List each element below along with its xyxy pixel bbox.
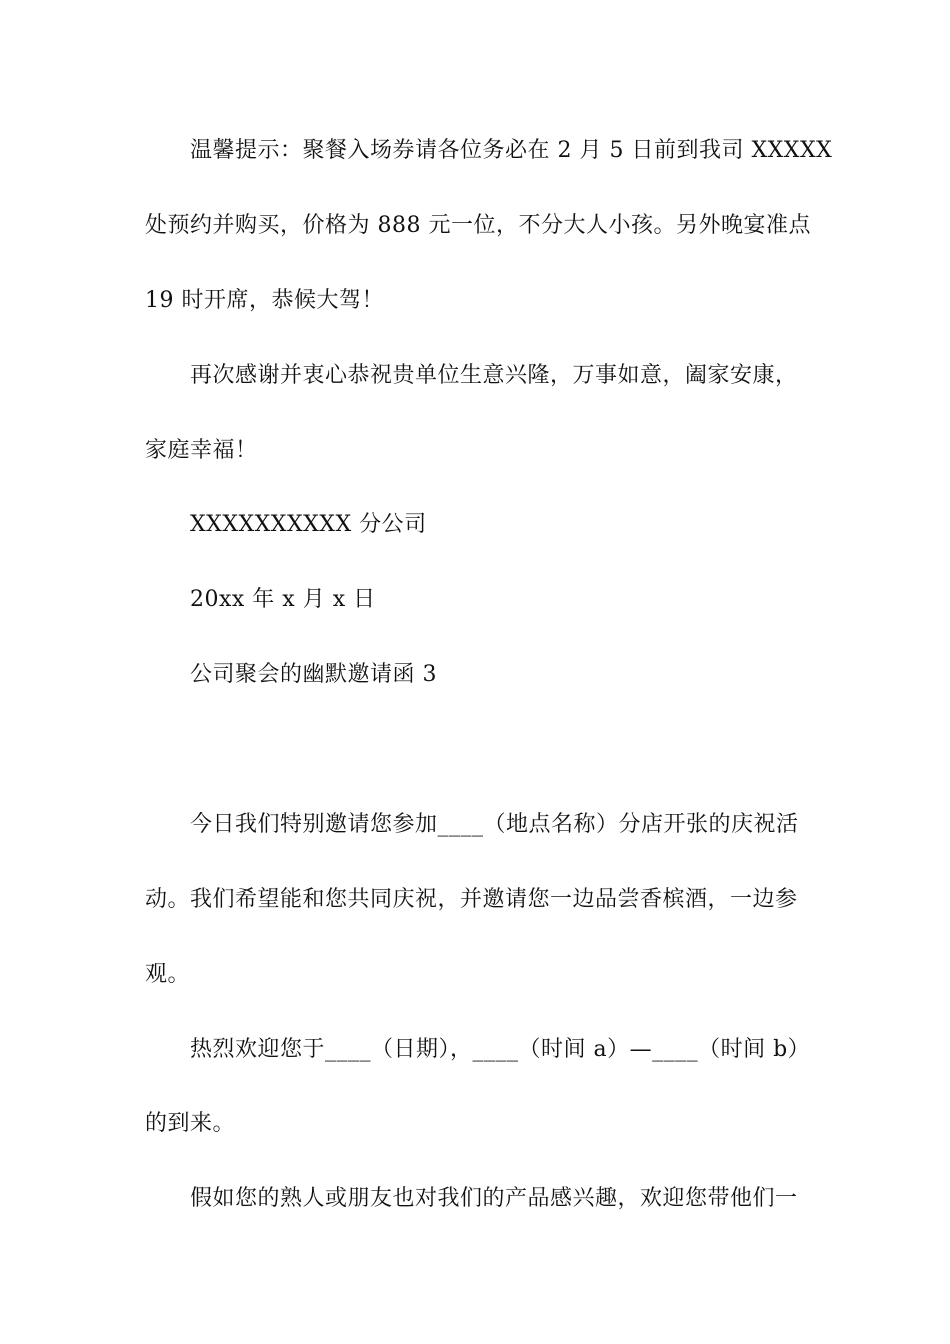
section-title: 公司聚会的幽默邀请函 3 (190, 662, 437, 687)
welcome-line-2: 的到来。 (145, 1111, 236, 1136)
welcome-line-1: 热烈欢迎您于____（日期），____（时间 a）—____（时间 b） (190, 1037, 811, 1062)
signature-date: 20xx 年 x 月 x 日 (190, 587, 376, 612)
notice-line-3: 19 时开席，恭候大驾！ (145, 288, 384, 313)
thanks-line-2: 家庭幸福！ (145, 438, 258, 463)
notice-line-1: 温馨提示：聚餐入场券请各位务必在 2 月 5 日前到我司 XXXXX (190, 138, 833, 163)
invite-line-3: 观。 (145, 962, 191, 987)
invite-line-1: 今日我们特别邀请您参加____（地点名称）分店开张的庆祝活 (190, 812, 799, 837)
notice-line-2: 处预约并购买，价格为 888 元一位，不分大人小孩。另外晚宴准点 (145, 213, 811, 238)
thanks-line-1: 再次感谢并衷心恭祝贵单位生意兴隆，万事如意，阖家安康， (190, 363, 798, 388)
invite-line-2: 动。我们希望能和您共同庆祝，并邀请您一边品尝香槟酒，一边参 (145, 887, 798, 912)
friends-line-1: 假如您的熟人或朋友也对我们的产品感兴趣，欢迎您带他们一 (190, 1186, 798, 1211)
signature-company: XXXXXXXXXX 分公司 (190, 512, 427, 537)
